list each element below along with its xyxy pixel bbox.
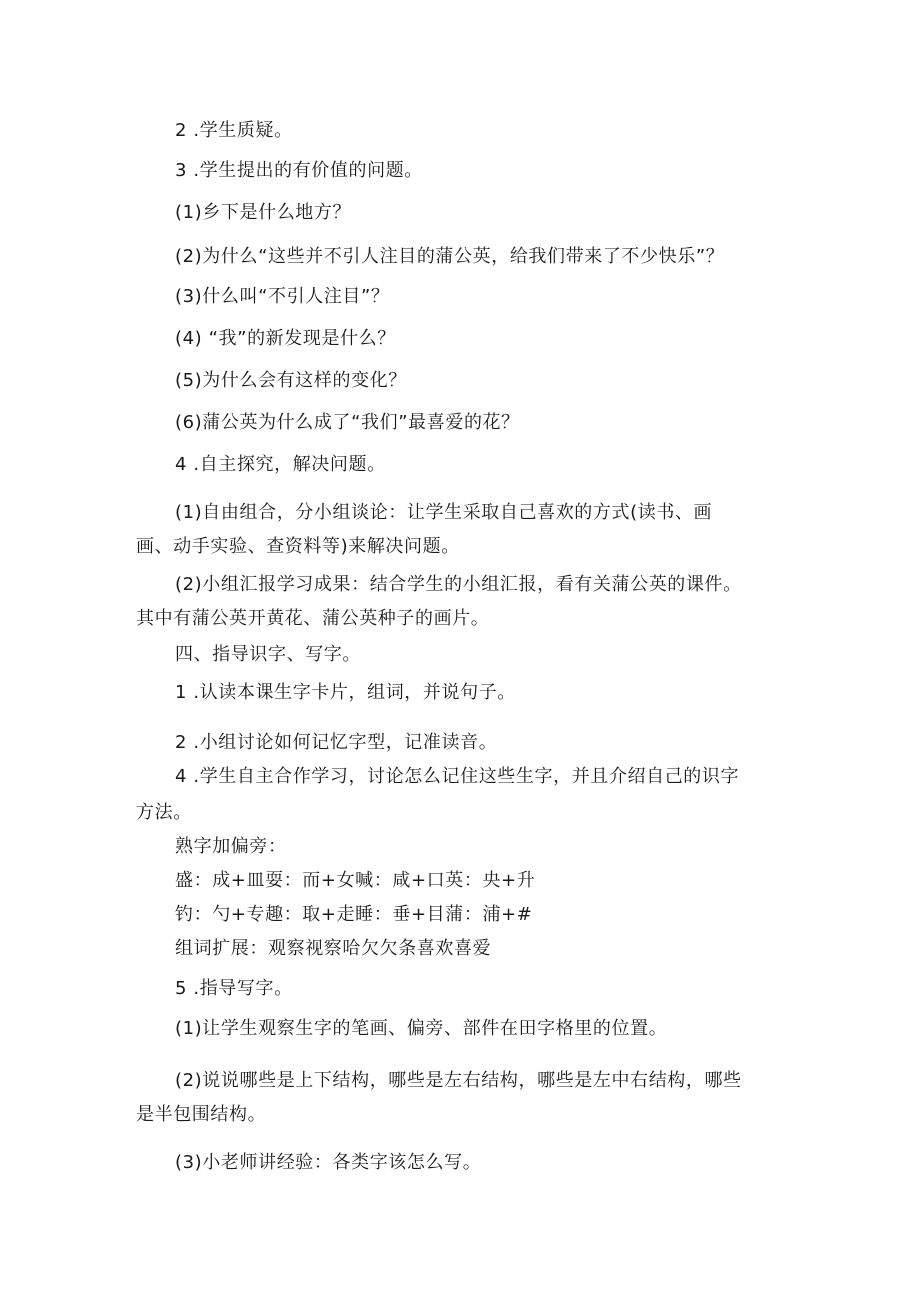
text-line: 钓：勺+专趣：取+走睡：垂+目蒲：浦+# bbox=[175, 904, 533, 925]
text-line: 1 .认读本课生字卡片，组词，并说句子。 bbox=[175, 682, 516, 703]
text-line: 画、动手实验、查资料等)来解决问题。 bbox=[136, 536, 460, 557]
text-line: (2)说说哪些是上下结构，哪些是左右结构，哪些是左中右结构，哪些 bbox=[175, 1070, 742, 1091]
text-line: (2)为什么“这些并不引人注目的蒲公英，给我们带来了不少快乐”？ bbox=[175, 246, 725, 267]
text-line: 5 .指导写字。 bbox=[175, 978, 293, 999]
text-line: 盛：成+皿耍：而+女喊：咸+口英：央+升 bbox=[175, 870, 536, 891]
text-line: 4 .学生自主合作学习，讨论怎么记住这些生字，并且介绍自己的识字 bbox=[175, 766, 740, 787]
text-line: (6)蒲公英为什么成了“我们”最喜爱的花？ bbox=[175, 412, 520, 433]
text-line: (1)自由组合，分小组谈论：让学生采取自己喜欢的方式(读书、画 bbox=[175, 502, 713, 523]
text-line: (3)什么叫“不引人注目”？ bbox=[175, 286, 390, 307]
text-line: (3)小老师讲经验：各类字该怎么写。 bbox=[175, 1152, 482, 1173]
text-line: 2 .学生质疑。 bbox=[175, 120, 293, 141]
text-line: 熟字加偏旁： bbox=[175, 836, 287, 857]
section-heading: 四、指导识字、写字。 bbox=[175, 644, 361, 665]
text-line: 4 .自主探究，解决问题。 bbox=[175, 454, 386, 475]
text-line: 组词扩展：观察视察哈欠欠条喜欢喜爱 bbox=[175, 938, 492, 959]
text-line: (5)为什么会有这样的变化？ bbox=[175, 370, 407, 391]
text-line: (4) “我”的新发现是什么？ bbox=[175, 328, 396, 349]
text-line: (1)让学生观察生字的笔画、偏旁、部件在田字格里的位置。 bbox=[175, 1018, 668, 1039]
text-line: (1)乡下是什么地方？ bbox=[175, 202, 352, 223]
text-line: 是半包围结构。 bbox=[136, 1104, 267, 1125]
text-line: 3 .学生提出的有价值的问题。 bbox=[175, 160, 423, 181]
text-line: 其中有蒲公英开黄花、蒲公英种子的画片。 bbox=[136, 608, 490, 629]
text-line: 2 .小组讨论如何记忆字型，记准读音。 bbox=[175, 732, 498, 753]
text-line: 方法。 bbox=[136, 802, 192, 823]
text-line: (2)小组汇报学习成果：结合学生的小组汇报，看有关蒲公英的课件。 bbox=[175, 574, 742, 595]
